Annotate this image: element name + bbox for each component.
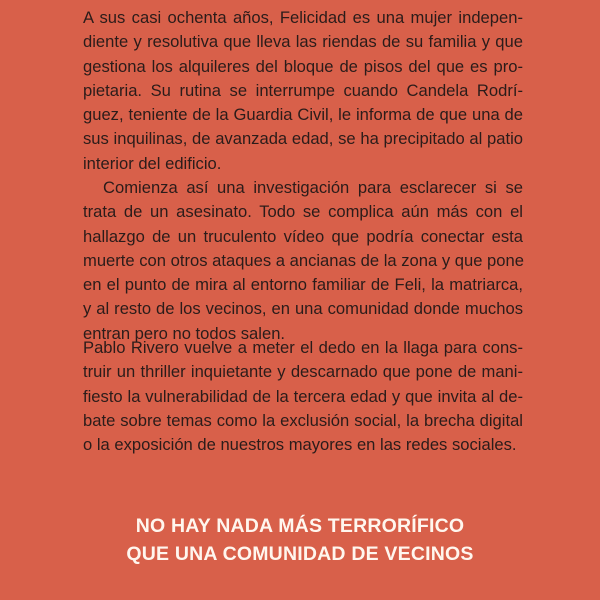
text-line: fiesto la vulnerabilidad de la tercera edad y que invita al de- (83, 386, 523, 406)
text-line: Pablo Rivero vuelve a meter el dedo en la llaga para cons- (83, 338, 523, 357)
text-line: Comienza así una investigación para esclarecer si se (103, 178, 523, 197)
tagline-line-1: NO HAY NADA MÁS TERRORÍFICO (135, 515, 465, 537)
text-line: truir un thriller inquietante y descarnado que pone de mani- (83, 362, 523, 382)
text-line: bate sobre temas como la exclusión social, la brecha digital (83, 410, 523, 430)
text-line: muerte con otros ataques a ancianas de la zona y que pone (83, 250, 524, 270)
synopsis-paragraph-1 (83, 6, 523, 176)
text-line: sus inquilinas, de avanzada edad, se ha precipitado al patio (83, 129, 523, 149)
text-line: o la exposición de nuestros mayores en las redes sociales. (83, 435, 517, 455)
text-line: A sus casi ochenta años, Felicidad es una mujer indepen- (83, 8, 523, 27)
text-line: gestiona los alquileres del bloque de pisos del que es pro- (83, 56, 523, 76)
synopsis-paragraph-2 (83, 176, 523, 346)
tagline-line-2: QUE UNA COMUNIDAD DE VECINOS (126, 543, 474, 565)
text-line: interior del edificio. (83, 153, 222, 173)
text-line: pietaria. Su rutina se interrumpe cuando Candela Rodrí- (83, 80, 523, 100)
text-line: entran pero no todos salen. (83, 323, 286, 343)
text-line: trata de un asesinato. Todo se complica aún más con el (83, 202, 523, 222)
text-line: y al resto de los vecinos, en una comunidad donde muchos (83, 299, 523, 319)
text-line: en el punto de mira al entorno familiar de Feli, la matriarca, (83, 275, 523, 295)
text-line: diente y resolutiva que lleva las riendas de su familia y que (83, 32, 523, 52)
text-line: hallazgo de un truculento vídeo que podría conectar esta (83, 226, 523, 246)
text-line: guez, teniente de la Guardia Civil, le informa de que una de (83, 105, 523, 125)
tagline (0, 512, 600, 568)
author-paragraph (83, 336, 523, 457)
